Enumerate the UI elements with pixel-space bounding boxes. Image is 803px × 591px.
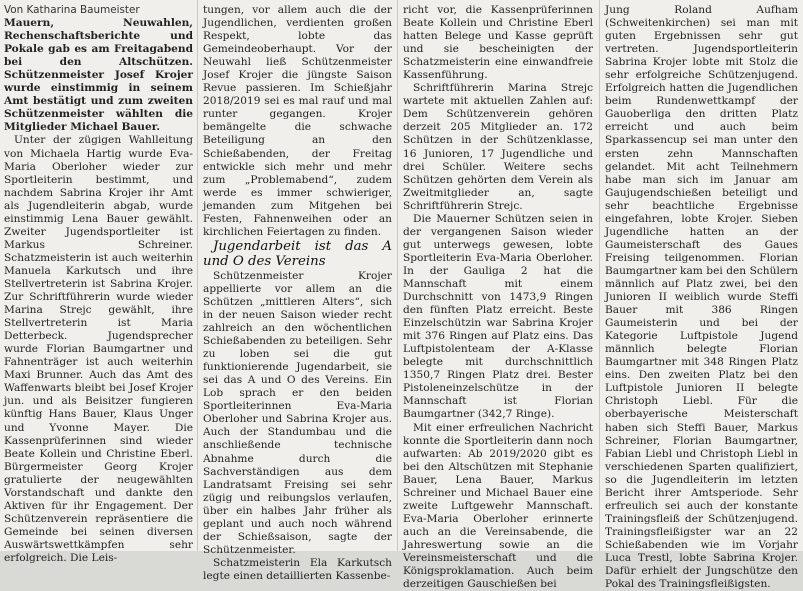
body-paragraph: tungen, vor allem auch die der Jugendlichen, verdienten großen Respekt, lobte das Gemeindeoberhaupt. Vor der Neuwahl ließ Schützenmeister Josef Krojer die jüngste Saison Revue passieren. Im Schießjahr 2018/2019 sei es mal rauf und mal runter gegangen. Krojer bemängelte die schwache Beteiligung an den Schießabenden, der Freitag entwickle sich mehr und mehr zum „Problemabend“, zudem werde es immer schwieriger, jemanden zum Mitgehen bei Festen, Fahnenweihen oder an kirchlichen Feiertagen zu finden. bbox=[203, 4, 392, 239]
column-divider bbox=[397, 0, 398, 551]
article-column-1 bbox=[4, 4, 193, 565]
column-divider bbox=[197, 0, 198, 551]
body-paragraph: Die Mauerner Schützen seien in der vergangenen Saison wieder gut unterwegs gewesen, lobte Sportleiterin Eva-Maria Oberloher. In der Gauliga 2 hat die Mannschaft mit einem Durchschnitt von 1473,9 Ringen den fünften Platz erreicht. Beste Einzelschützin war Sabrina Krojer mit 376 Ringen auf Platz eins. Das Luftpistolenteam der A-Klasse belegte mit durchschnittlich 1350,7 Ringen Platz drei. Bester Pistoleneinzelschütze in der Mannschaft ist Florian Baumgartner (342,7 Ringe). bbox=[403, 213, 593, 422]
body-paragraph: Mit einer erfreulichen Nachricht konnte die Sportleiterin dann noch aufwarten: Ab 2019/2020 gibt es bei den Altschützen mit Stephanie Bauer, Lena Bauer, Markus Schreiner und Michael Bauer eine zweite Luftgewehr Mannschaft. Eva-Maria Oberloher erinnerte auch an die Vereinsabende, die Jahreswertung sowie an die Vereinsmeisterschaft und die Königsproklamation. Auch beim derzeitigen Gauschießen bei bbox=[403, 422, 593, 591]
body-paragraph: Jung Roland Aufham (Schweitenkirchen) sei man mit guten Ergebnissen sehr gut vertreten. Jugendsportleiterin Sabrina Krojer lobte mit Stolz die sehr erfolgreiche Schützenjugend. Erfolgreich hatten die Jugendlichen beim Rundenwettkampf der Gauoberliga den dritten Platz erreicht und auch beim Sparkassencup sei man unter den ersten zehn Mannschaften gelandet. Mit acht Teilnehmern habe man sich im Januar am Gaujugendschießen beteiligt und sehr beachtliche Ergebnisse eingefahren, lobte Krojer. Sieben Jugendliche hatten an der Gaumeisterschaft des Gaues Freising teilgenommen. Florian Baumgartner kam bei den Schülern männlich auf Platz zwei, bei den Junioren II weiblich wurde Steffi Bauer mit 386 Ringen Gaumeisterin und bei der Kategorie Luftpistole Jugend männlich belegte Florian Baumgartner mit 348 Ringen Platz eins. Den zweiten Platz bei den Luftpistole Junioren II belegte Christoph Liebl. Für die oberbayerische Meisterschaft haben sich Steffi Bauer, Markus Schreiner, Florian Baumgartner, Fabian Liebl und Christoph Liebl in verschiedenen Sparten qualifiziert, so die Jugendleiterin im letzten Bericht ihrer Amtsperiode. Sehr erfreulich sei auch der konstante Trainingsfleiß der Schützenjugend. Trainingsfleißigster war an 22 Schießabenden wie im Vorjahr Luca Trestl, lobte Sabrina Krojer. Dafür erhielt der Jungschütze den Pokal des Trainingsfleißigsten. bbox=[605, 4, 798, 591]
article-column-3 bbox=[403, 4, 593, 591]
body-paragraph: Schatzmeisterin Ela Karkutsch legte einen detaillierten Kassenbe- bbox=[203, 557, 392, 583]
body-paragraph: Schriftführerin Marina Strejc wartete mit aktuellen Zahlen auf: Dem Schützenverein gehören derzeit 205 Mitglieder an. 172 Schützen in der Schützenklasse, 16 Junioren, 17 Jugendliche und drei Schüler. Weitere sechs Schützen gehörten dem Verein als Zweitmitglieder an, sagte Schriftführerin Strejc. bbox=[403, 82, 593, 212]
article-column-2 bbox=[203, 4, 392, 583]
byline: Von Katharina Baumeister bbox=[4, 4, 193, 17]
body-paragraph: Unter der zügigen Wahlleitung von Michaela Hartig wurde Eva-Maria Oberloher wieder zur Sportleiterin bestimmt, und nachdem Sabrina Krojer ihr Amt als Jugendleiterin abgab, wurde einstimmig Lena Bauer gewählt. Zweiter Jugendsportleiter ist Markus Schreiner. Schatzmeisterin ist auch weiterhin Manuela Karkutsch und ihre Stellvertreterin ist Sabrina Krojer. Zur Schriftführerin wurde wieder Marina Strejc gewählt, ihre Stellvertreterin ist Maria Detterbeck. Jugendsprecher wurde Florian Baumgartner und Fahnenträger ist auch weiterhin Maxi Brunner. Auch das Amt des Waffenwarts bleibt bei Josef Krojer jun. und als Beisitzer fungieren künftig Hans Bauer, Klaus Unger und Yvonne Mayer. Die Kassenprüferinnen sind wieder Beate Kollein und Christine Eberl. Bürgermeister Georg Krojer gratulierte der neugewählten Vorstandschaft und dankte den Aktiven für ihr Engagement. Der Schützenverein repräsentiere die Gemeinde bei seinen diversen Auswärtswettkämpfen sehr erfolgreich. Die Leis- bbox=[4, 134, 193, 565]
subheading: Jugendarbeit ist das A und O des Vereins bbox=[203, 239, 392, 270]
lead-paragraph: Mauern, Neuwahlen, Rechenschaftsberichte und Pokale gab es am Freitagabend bei den Altschützen. Schützenmeister Josef Krojer wurde einstimmig in seinem Amt bestätigt und zum zweiten Schützenmeister wählten die Mitglieder Michael Bauer. bbox=[4, 17, 193, 134]
article-column-4 bbox=[605, 4, 798, 591]
body-paragraph: Schützenmeister Krojer appellierte vor allem an die Schützen „mittleren Alters“, sich in der neuen Saison wieder recht zahlreich an den wöchentlichen Schießabenden zu beteiligen. Sehr zu loben sei die gut funktionierende Jugendarbeit, sie sei das A und O des Vereins. Ein Lob sprach er den beiden Sportleiterinnen Eva-Maria Oberloher und Sabrina Krojer aus. Auch der Standumbau und die anschließende technische Abnahme durch die Sachverständigen aus dem Landratsamt Freising sei sehr zügig und reibungslos verlaufen, über ein halbes Jahr früher als geplant und auch noch während der Schießsaison, sagte der Schützenmeister. bbox=[203, 270, 392, 557]
body-paragraph: richt vor, die Kassenprüferinnen Beate Kollein und Christine Eberl hatten Belege und Kasse geprüft und sie bescheinigten der Schatzmeisterin eine einwandfreie Kassenführung. bbox=[403, 4, 593, 82]
column-divider bbox=[599, 0, 600, 551]
